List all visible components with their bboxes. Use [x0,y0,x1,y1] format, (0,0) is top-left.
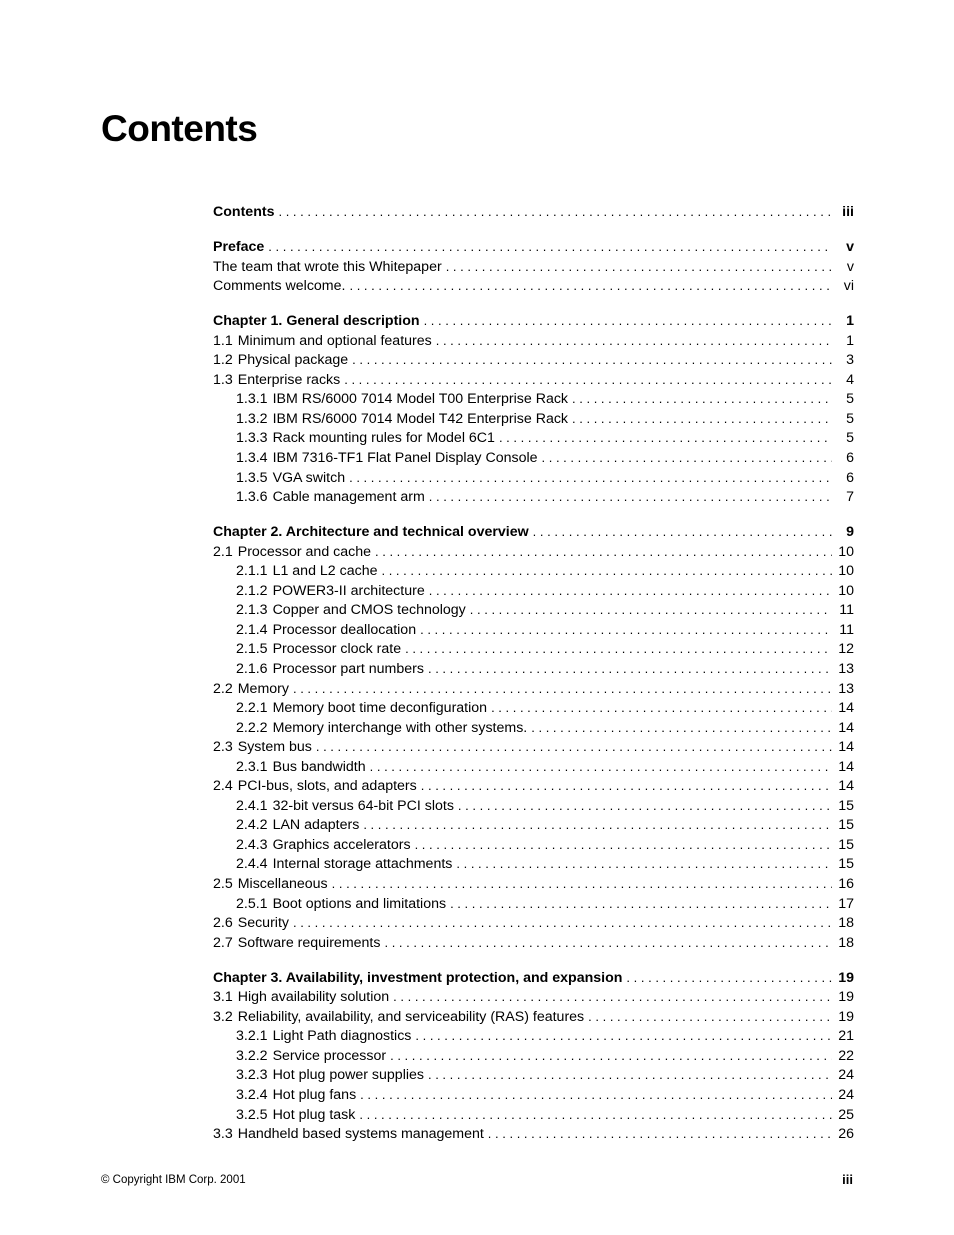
toc-entry[interactable] [213,1124,854,1144]
toc-entry-label: Chapter 3. Availability, investment protection, and expansion [213,969,623,986]
toc-entry-page: 16 [838,876,854,892]
toc-entry-label: 32-bit versus 64-bit PCI slots [272,797,454,814]
toc-entry-number: 3.2 [213,1008,233,1025]
toc-entry-number: 3.1 [213,989,233,1006]
dot-leader [405,639,832,660]
toc-entry-number: 3.2.4 [236,1086,268,1103]
toc-entry-number: 1.3 [213,371,233,388]
toc-entry-label: Memory interchange with other systems. [272,719,528,736]
toc-entry-page: v [846,239,854,256]
toc-entry-page: 10 [838,543,854,560]
dot-leader [420,620,832,641]
dot-leader [572,389,832,410]
dot-leader [588,1007,832,1028]
toc-entry-number: 1.3.5 [236,469,268,486]
dot-leader [428,659,832,680]
toc-entry-page: 22 [838,1047,854,1064]
dot-leader [450,894,832,915]
dot-leader [393,987,832,1008]
dot-leader [458,796,832,817]
toc-entry[interactable] [213,968,854,988]
toc-entry-page: 10 [838,563,854,580]
toc-entry-number: 1.3.3 [236,430,268,447]
toc-entry-number: 1.2 [213,352,233,369]
toc-entry-label: Hot plug power supplies [272,1067,424,1084]
toc-entry-label: Processor deallocation [272,621,417,638]
toc-entry-page: 13 [838,680,854,697]
toc-entry[interactable] [213,600,854,620]
toc-entry-number: 2.5 [213,876,233,892]
toc-entry-page: 15 [838,797,854,814]
toc-entry-label: IBM RS/6000 7014 Model T00 Enterprise Rack [272,391,569,408]
dot-leader [429,487,832,508]
toc-entry[interactable] [213,331,854,351]
toc-entry-label: Memory boot time deconfiguration [272,700,488,717]
toc-entry-page: 4 [846,371,854,388]
toc-entry-label: Processor and cache [237,543,372,560]
toc-entry[interactable] [213,202,854,222]
toc-entry-label: Miscellaneous [237,876,328,892]
toc-entry[interactable] [213,776,854,796]
toc-entry-number: 2.2.1 [236,700,268,717]
dot-leader [626,968,832,989]
toc-entry[interactable] [213,428,854,448]
toc-entry-label: Internal storage attachments [272,856,453,873]
dot-leader [278,202,832,223]
toc-entry[interactable] [213,835,854,855]
page-number: iii [842,1172,853,1187]
toc-entry-page: 21 [838,1028,854,1045]
toc-entry-label: Security [237,915,289,932]
toc-entry-page: 19 [838,1008,854,1025]
dot-leader [360,1085,832,1106]
toc-entry-number: 2.3 [213,739,233,756]
toc-entry[interactable] [213,1105,854,1125]
toc-entry-number: 2.1.1 [236,563,268,580]
toc-entry-number: 2.1.2 [236,582,268,599]
toc-entry[interactable] [213,1065,854,1085]
toc-entry-label: PCI-bus, slots, and adapters [237,778,417,795]
toc-entry[interactable] [213,522,854,542]
dot-leader [470,600,832,621]
dot-leader [415,835,832,856]
toc-entry-page: 11 [839,602,854,619]
dot-leader [363,815,832,836]
toc-entry-page: 1 [846,313,854,330]
toc-entry[interactable] [213,620,854,640]
toc-entry-number: 3.2.1 [236,1028,268,1045]
toc-entry-label: Boot options and limitations [272,895,447,912]
toc-entry[interactable] [213,639,854,659]
toc-entry-page: 18 [838,934,854,951]
dot-leader [415,1026,832,1047]
dot-leader [370,757,832,778]
toc-entry-label: High availability solution [237,989,390,1006]
toc-entry-number: 2.1 [213,543,233,560]
dot-leader [344,370,832,391]
toc-entry[interactable] [213,874,854,894]
dot-leader [268,237,832,258]
toc-entry-page: 7 [846,489,854,506]
toc-entry-label: Processor part numbers [272,660,424,677]
dot-leader [531,718,832,739]
toc-entry-label: Physical package [237,352,349,369]
toc-entry[interactable] [213,757,854,777]
toc-entry-page: 6 [846,469,854,486]
table-of-contents [213,202,854,1144]
toc-entry-page: 15 [838,817,854,834]
toc-entry-label: Preface [213,239,265,256]
toc-entry[interactable] [213,350,854,370]
toc-entry-number: 2.4.3 [236,836,268,853]
dot-leader [533,522,832,543]
dot-leader [429,581,832,602]
toc-entry-label: Hot plug task [272,1106,356,1123]
dot-leader [349,276,832,297]
toc-entry-page: 14 [838,719,854,736]
toc-entry-label: Cable management arm [272,489,425,506]
toc-entry-label: IBM RS/6000 7014 Model T42 Enterprise Rack [272,410,569,427]
toc-entry-number: 2.3.1 [236,758,268,775]
toc-entry-page: 24 [838,1067,854,1084]
toc-entry-page: 10 [838,582,854,599]
toc-entry[interactable] [213,737,854,757]
toc-entry[interactable] [213,933,854,953]
toc-entry-page: 24 [838,1086,854,1103]
toc-entry-number: 2.6 [213,915,233,932]
toc-entry[interactable] [213,913,854,933]
dot-leader [424,311,832,332]
toc-entry-number: 2.2 [213,680,233,697]
toc-entry-label: L1 and L2 cache [272,563,378,580]
toc-entry[interactable] [213,679,854,699]
dot-leader [381,561,832,582]
toc-entry[interactable] [213,698,854,718]
toc-entry[interactable] [213,257,854,277]
toc-entry-number: 2.2.2 [236,719,268,736]
toc-entry[interactable] [213,389,854,409]
toc-entry-page: iii [842,204,854,220]
dot-leader [375,542,832,563]
toc-entry-number: 2.4.4 [236,856,268,873]
toc-entry-page: 14 [838,739,854,756]
toc-entry-number: 3.2.2 [236,1047,268,1064]
toc-entry-number: 2.4.2 [236,817,268,834]
dot-leader [293,679,832,700]
toc-entry-page: 3 [846,352,854,369]
toc-entry-page: 17 [838,895,854,912]
dot-leader [446,257,832,278]
toc-entry[interactable] [213,659,854,679]
dot-leader [542,448,832,469]
toc-entry-number: 2.1.3 [236,602,268,619]
toc-entry-label: LAN adapters [272,817,360,834]
toc-entry[interactable] [213,1046,854,1066]
toc-entry[interactable] [213,1007,854,1027]
dot-leader [316,737,832,758]
toc-entry-label: Handheld based systems management [237,1126,484,1143]
toc-entry-label: Enterprise racks [237,371,341,388]
toc-entry[interactable] [213,468,854,488]
dot-leader [421,776,832,797]
toc-entry-page: 14 [838,778,854,795]
toc-entry-label: Processor clock rate [272,641,402,658]
toc-entry-number: 1.3.4 [236,450,268,467]
toc-entry-label: Bus bandwidth [272,758,366,775]
toc-entry[interactable] [213,561,854,581]
dot-leader [456,854,832,875]
toc-entry-number: 2.4.1 [236,797,268,814]
toc-entry-label: Chapter 2. Architecture and technical overview [213,524,529,541]
toc-entry-number: 2.1.4 [236,621,268,638]
toc-entry-page: 12 [838,641,854,658]
toc-entry[interactable] [213,718,854,738]
toc-entry-label: Light Path diagnostics [272,1028,412,1045]
dot-leader [499,428,832,449]
toc-entry-label: Graphics accelerators [272,836,411,853]
toc-entry-page: 5 [846,410,854,427]
toc-entry-number: 2.7 [213,934,233,951]
toc-entry-label: Chapter 1. General description [213,313,420,330]
toc-entry-number: 3.2.3 [236,1067,268,1084]
toc-entry-label: VGA switch [272,469,346,486]
toc-entry[interactable] [213,581,854,601]
page-title: Contents [101,108,258,149]
toc-entry-page: 6 [846,450,854,467]
toc-entry-page: 13 [838,660,854,677]
toc-entry-number: 1.3.6 [236,489,268,506]
toc-entry[interactable] [213,542,854,562]
toc-entry-label: System bus [237,739,312,756]
toc-entry-number: 2.1.5 [236,641,268,658]
toc-entry-label: Minimum and optional features [237,332,432,349]
toc-entry-page: 18 [838,915,854,932]
toc-entry-page: 11 [839,621,854,638]
toc-entry-label: Rack mounting rules for Model 6C1 [272,430,495,447]
toc-entry-number: 1.3.2 [236,410,268,427]
dot-leader [384,933,832,954]
toc-entry-page: 5 [846,391,854,408]
toc-entry[interactable] [213,1026,854,1046]
toc-entry[interactable] [213,448,854,468]
copyright-notice: © Copyright IBM Corp. 2001 [101,1174,246,1186]
toc-entry-page: 25 [838,1106,854,1123]
toc-entry[interactable] [213,370,854,390]
toc-entry-page: 15 [838,836,854,853]
toc-entry-page: 26 [838,1126,854,1143]
dot-leader [390,1046,832,1067]
dot-leader [428,1065,832,1086]
toc-entry[interactable] [213,409,854,429]
dot-leader [572,409,832,430]
dot-leader [332,874,832,895]
toc-entry-page: 9 [846,524,854,541]
toc-entry[interactable] [213,311,854,331]
toc-entry[interactable] [213,854,854,874]
toc-entry-page: vi [843,278,854,295]
toc-entry[interactable] [213,894,854,914]
dot-leader [352,350,832,371]
toc-entry-number: 2.1.6 [236,660,268,677]
toc-entry[interactable] [213,987,854,1007]
toc-entry-page: 1 [846,332,854,349]
toc-entry-label: Service processor [272,1047,387,1064]
toc-entry-number: 3.2.5 [236,1106,268,1123]
toc-entry-label: Hot plug fans [272,1086,357,1103]
toc-entry-label: Copper and CMOS technology [272,602,466,619]
toc-entry-page: 15 [838,856,854,873]
toc-entry[interactable] [213,487,854,507]
toc-entry-label: Reliability, availability, and serviceability (RAS) features [237,1008,585,1025]
toc-entry-page: 5 [846,430,854,447]
dot-leader [293,913,832,934]
toc-entry-label: Comments welcome. [213,278,346,295]
toc-entry-label: Software requirements [237,934,381,951]
dot-leader [491,698,832,719]
toc-entry-number: 1.1 [213,332,233,349]
dot-leader [359,1105,832,1126]
dot-leader [436,331,832,352]
toc-entry-page: 14 [838,758,854,775]
toc-entry-number: 1.3.1 [236,391,268,408]
toc-entry-number: 2.4 [213,778,233,795]
toc-entry-label: Memory [237,680,289,697]
toc-entry[interactable] [213,237,854,257]
toc-entry[interactable] [213,815,854,835]
toc-entry-page: 14 [838,700,854,717]
toc-entry-page: 19 [838,989,854,1006]
toc-entry-number: 3.3 [213,1126,233,1143]
dot-leader [349,468,832,489]
toc-entry-page: v [846,258,854,275]
toc-entry-label: POWER3-II architecture [272,582,425,599]
toc-entry-label: Contents [213,204,275,220]
toc-entry-label: IBM 7316-TF1 Flat Panel Display Console [272,450,538,467]
toc-entry-page: 19 [838,969,854,986]
toc-entry-number: 2.5.1 [236,895,268,912]
toc-entry[interactable] [213,276,854,296]
toc-entry[interactable] [213,1085,854,1105]
toc-entry[interactable] [213,796,854,816]
toc-entry-label: The team that wrote this Whitepaper [213,258,442,275]
dot-leader [488,1124,832,1145]
